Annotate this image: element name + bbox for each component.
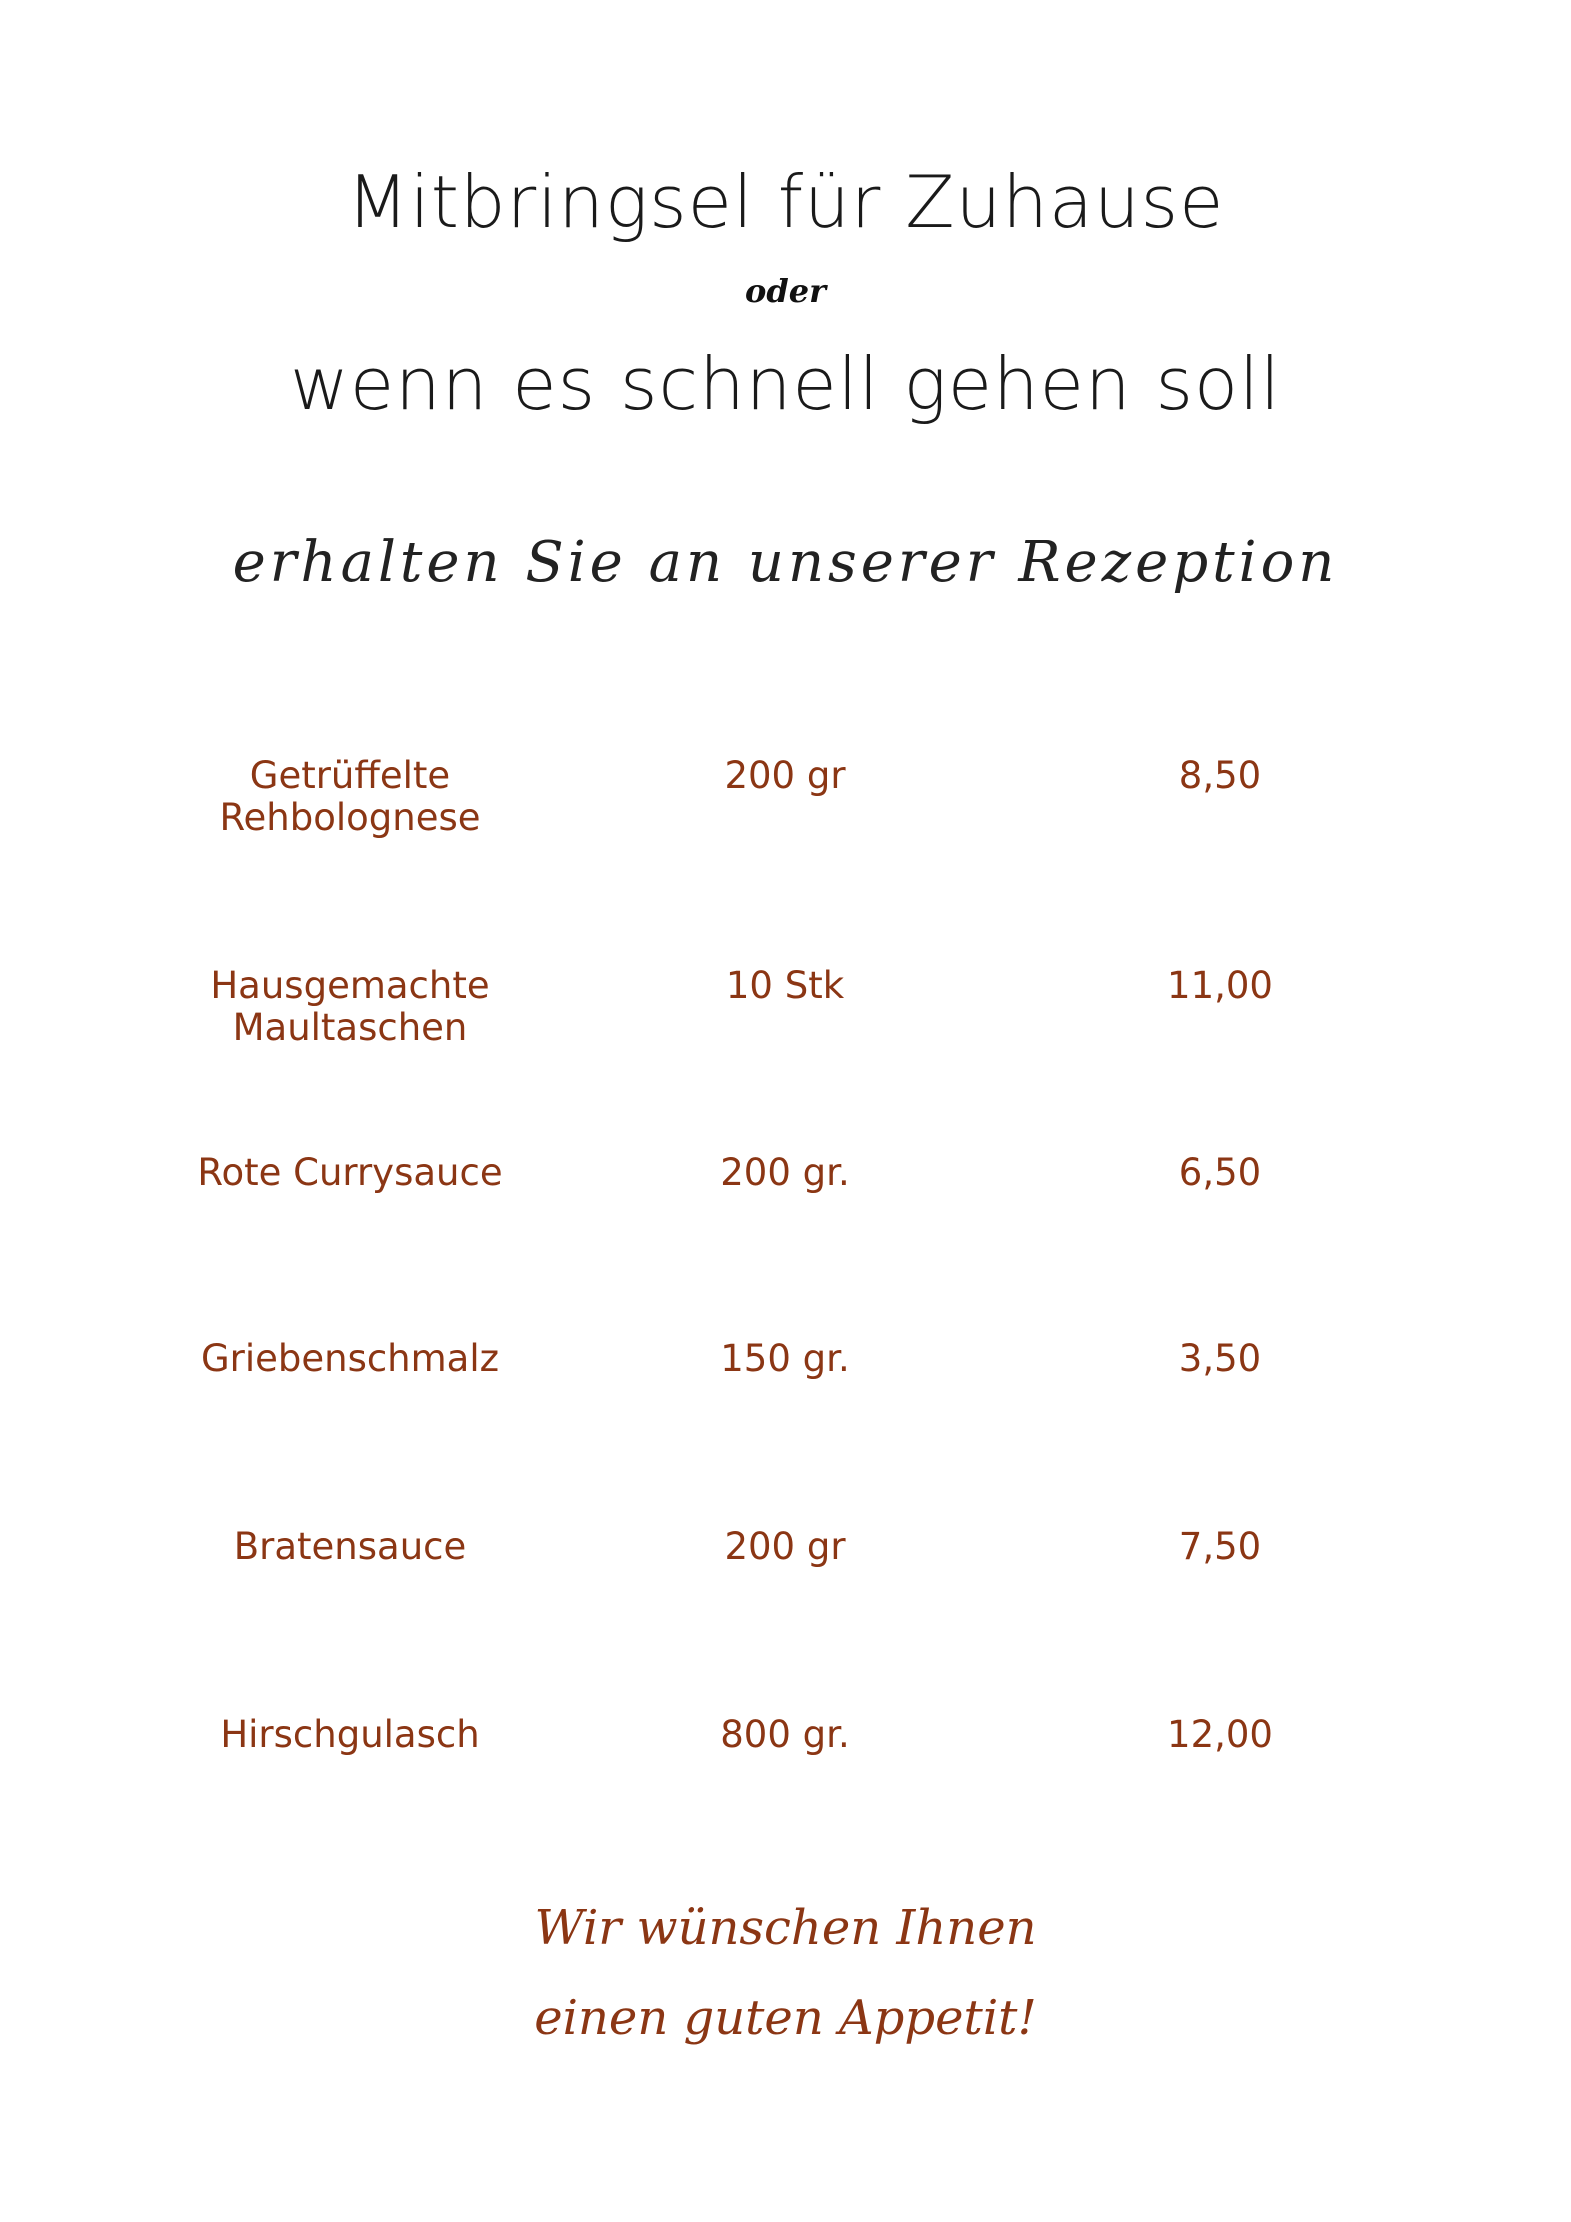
item-name-line: Rote Currysauce bbox=[197, 1151, 503, 1194]
closing-line-1: Wir wünschen Ihnen bbox=[534, 1900, 1037, 1956]
menu-item bbox=[0, 965, 1571, 1065]
item-name-line: Hirschgulasch bbox=[220, 1713, 480, 1756]
item-price: 7,50 bbox=[1178, 1525, 1262, 1568]
item-name bbox=[140, 965, 560, 1049]
item-name-line: Rehbolognese bbox=[219, 796, 481, 839]
item-price: 11,00 bbox=[1167, 964, 1273, 1007]
item-price: 6,50 bbox=[1178, 1151, 1262, 1194]
item-name-line: Maultaschen bbox=[232, 1006, 468, 1049]
item-name-line: Getrüffelte bbox=[249, 754, 451, 797]
item-name-line: Griebenschmalz bbox=[200, 1337, 500, 1380]
item-quantity: 10 Stk bbox=[725, 964, 845, 1007]
closing-line-2: einen guten Appetit! bbox=[534, 1990, 1037, 2046]
item-quantity: 200 gr. bbox=[720, 1151, 850, 1194]
item-quantity: 200 gr bbox=[724, 1525, 846, 1568]
menu-item bbox=[0, 1526, 1571, 1626]
title-line-1: Mitbringsel für Zuhause bbox=[346, 160, 1225, 244]
title-line-2: wenn es schnell gehen soll bbox=[289, 342, 1282, 426]
item-name bbox=[140, 1152, 560, 1194]
item-price: 8,50 bbox=[1178, 754, 1262, 797]
item-quantity: 200 gr bbox=[724, 754, 846, 797]
item-price: 3,50 bbox=[1178, 1337, 1262, 1380]
connector-word: oder bbox=[745, 272, 826, 310]
item-name bbox=[140, 1714, 560, 1756]
item-name bbox=[140, 1526, 560, 1568]
item-quantity: 150 gr. bbox=[720, 1337, 850, 1380]
item-name bbox=[140, 1338, 560, 1380]
item-name bbox=[140, 755, 560, 839]
item-quantity: 800 gr. bbox=[720, 1713, 850, 1756]
item-price: 12,00 bbox=[1167, 1713, 1273, 1756]
menu-item bbox=[0, 1152, 1571, 1252]
menu-item bbox=[0, 755, 1571, 855]
item-name-line: Hausgemachte bbox=[210, 964, 490, 1007]
reception-subtitle: erhalten Sie an unserer Rezeption bbox=[232, 530, 1339, 595]
menu-item bbox=[0, 1338, 1571, 1438]
item-name-line: Bratensauce bbox=[233, 1525, 467, 1568]
menu-item bbox=[0, 1714, 1571, 1814]
